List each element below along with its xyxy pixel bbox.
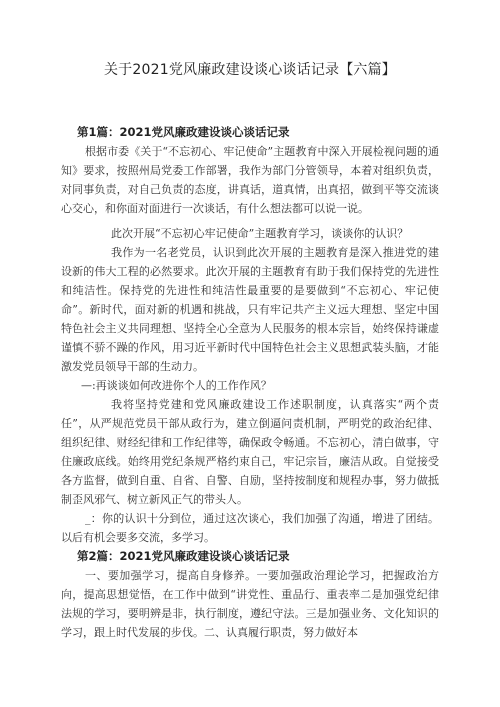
article-1-label: 第1篇： bbox=[77, 125, 120, 139]
article-1-intro: 根据市委《关于“不忘初心、牢记使命”主题教育中深入开展检视问题的通知》要求，按照州局党委工作部署，我作为部门分管领导，本着对组织负责，对同事负责，对自己负责的态度，讲真话，道真情，出真招，做到平等交流谈心交心，和你面对面进行一次谈话，有什么想法都可以说一说。 bbox=[61, 145, 439, 215]
article-1-closing: _：你的认识十分到位，通过这次谈心，我们加强了沟通，增进了团结。以后有机会要多交流，多学习。 bbox=[61, 512, 439, 544]
article-1-answer-2: 我将坚持党建和党风廉政建设工作述职制度，认真落实“两个责任”，从严规范党员干部从政行为，建立倒逼问责机制，严明党的政治纪律、组织纪律、财经纪律和工作纪律等，确保政令畅通。不忘初心，清白做事，守住廉政底线。始终用党纪条规严格约束自己，牢记宗旨，廉洁从政。自觉接受各方监督，做到自重、自省、自警、自励，坚持按制度和规程办事，努力做抵制歪风邪气、树立新风正气的带头人。 bbox=[61, 398, 439, 506]
document-title: 关于2021党风廉政建设谈心谈话记录【六篇】 bbox=[103, 62, 397, 78]
article-1-heading bbox=[61, 123, 439, 142]
article-1-question-2: —:再谈谈如何改进你个人的工作作风？ bbox=[81, 379, 272, 392]
article-1-answer-1: 我作为一名老党员，认识到此次开展的主题教育是深入推进党的建设新的伟大工程的必然要求。此次开展的主题教育有助于我们保持党的先进性和纯洁性。保持党的先进性和纯洁性最重要的是要做到“不忘初心、牢记使命”。新时代，面对新的机遇和挑战，只有牢记共产主义远大理想、坚定中国特色社会主义共同理想、坚持全心全意为人民服务的根本宗旨，始终保持谦虚谨慎不骄不躁的作风，用习近平新时代中国特色社会主义思想武装头脑，才能激发党员领导干部的生动力。 bbox=[61, 246, 439, 373]
article-2-label: 第2篇： bbox=[77, 549, 120, 563]
article-2-name: 2021党风廉政建设谈心谈话记录 bbox=[119, 549, 290, 563]
article-2-heading bbox=[61, 547, 439, 566]
document-body bbox=[61, 123, 439, 642]
article-1-question-1: 此次开展“不忘初心牢记使命”主题教育学习，谈谈你的认识？ bbox=[111, 227, 409, 240]
article-2-body: 一、要加强学习，提高自身修养。一要加强政治理论学习，把握政治方向，提高思想觉悟，在工作中做到“讲党性、重品行、重表率二是加强党纪律法规的学习，要明辨是非，执行制度，遵纪守法。三是加强业务、文化知识的学习，跟上时代发展的步伐。二、认真履行职责，努力做好本 bbox=[61, 569, 439, 639]
article-1-name: 2021党风廉政建设谈心谈话记录 bbox=[119, 125, 290, 139]
